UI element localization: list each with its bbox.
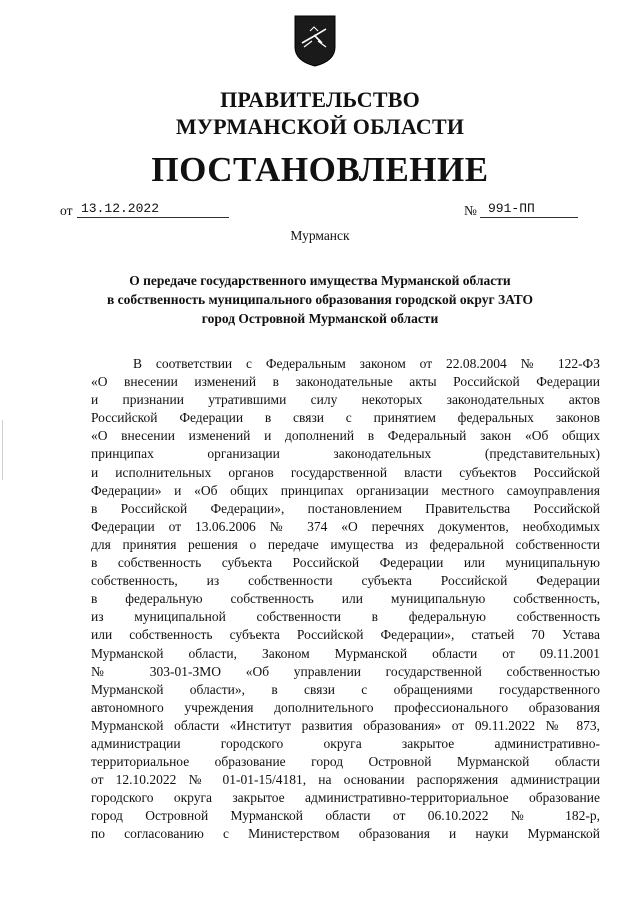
number-field <box>480 200 578 218</box>
body-line: от 12.10.2022 № 01-01-15/4181, на основании распоряжения администрации <box>91 772 600 788</box>
document-number: 991-ПП <box>488 201 535 216</box>
body-line: собственность, из собственности субъекта Российской Федерации <box>91 573 600 589</box>
body-line: «О внесении изменений в законодательные акты Российской Федерации <box>91 374 600 390</box>
body-line: территориальное образование город Островной Мурманской области <box>91 754 600 770</box>
document-type: ПОСТАНОВЛЕНИЕ <box>151 150 489 189</box>
city-name: Мурманск <box>290 228 350 243</box>
coat-of-arms-emblem <box>292 13 338 68</box>
document-date: 13.12.2022 <box>81 201 160 216</box>
body-line: в собственность субъекта Российской Федерации или муниципальную <box>91 555 600 571</box>
body-line: Федерации» и «Об общих принципах организации местного самоуправления <box>91 482 600 498</box>
title-line-1: О передаче государственного имущества Мурманской области <box>129 273 511 288</box>
body-line: в федеральную собственность или муниципальную собственность, <box>91 591 600 607</box>
organization-name <box>0 86 640 140</box>
body-line: и признании утратившими силу некоторых законодательных актов <box>91 392 600 408</box>
title-line-3: город Островной Мурманской области <box>201 311 439 326</box>
body-line: и исполнительных органов государственной власти субъектов Российской <box>91 464 600 480</box>
document-title <box>60 271 580 328</box>
body-line: в Российской Федерации», постановлением Правительства Российской <box>91 500 600 516</box>
body-line: Мурманской области, Законом Мурманской области от 09.11.2001 <box>91 645 600 661</box>
date-number-row <box>60 200 580 222</box>
org-line-1: ПРАВИТЕЛЬСТВО <box>220 87 420 112</box>
body-line: В соответствии с Федеральным законом от 22.08.2004 № 122-ФЗ <box>133 356 600 371</box>
body-line: № 303-01-ЗМО «Об управлении государственной собственностью <box>91 663 600 679</box>
date-prefix: от <box>60 203 73 218</box>
body-line: город Островной Мурманской области от 06.10.2022 № 182-р, <box>91 808 600 824</box>
scan-margin-mark <box>2 420 3 480</box>
body-line: для принятия решения о передаче имущества из федеральной собственности <box>91 536 600 552</box>
org-line-2: МУРМАНСКОЙ ОБЛАСТИ <box>175 114 465 139</box>
body-line: автономного учреждения дополнительного профессионального образования <box>91 699 600 715</box>
title-line-2: в собственность муниципального образования городской округ ЗАТО <box>106 292 534 307</box>
number-prefix: № <box>464 203 477 218</box>
body-line: принципах организации законодательных (представительных) <box>91 446 600 462</box>
body-line: администрации городского округа закрытое административно- <box>91 735 600 751</box>
body-paragraph <box>91 355 600 844</box>
body-line: из муниципальной собственности в федеральную собственность <box>91 609 600 625</box>
body-line: «О внесении изменений и дополнений в Федеральный закон «Об общих <box>91 428 600 444</box>
body-line: Российской Федерации в связи с принятием федеральных законов <box>91 410 600 426</box>
body-line: Федерации от 13.06.2006 № 374 «О перечнях документов, необходимых <box>91 518 600 534</box>
body-line: Мурманской области «Институт развития образования» от 09.11.2022 № 873, <box>91 717 600 733</box>
body-line: городского округа закрытое административно-территориальное образование <box>91 790 600 806</box>
body-line: или собственность субъекта Российской Федерации», статьей 70 Устава <box>91 627 600 643</box>
body-line: Мурманской области», в связи с обращениями государственного <box>91 681 600 697</box>
body-line: по согласованию с Министерством образования и науки Мурманской <box>91 826 600 842</box>
date-field <box>77 200 229 218</box>
